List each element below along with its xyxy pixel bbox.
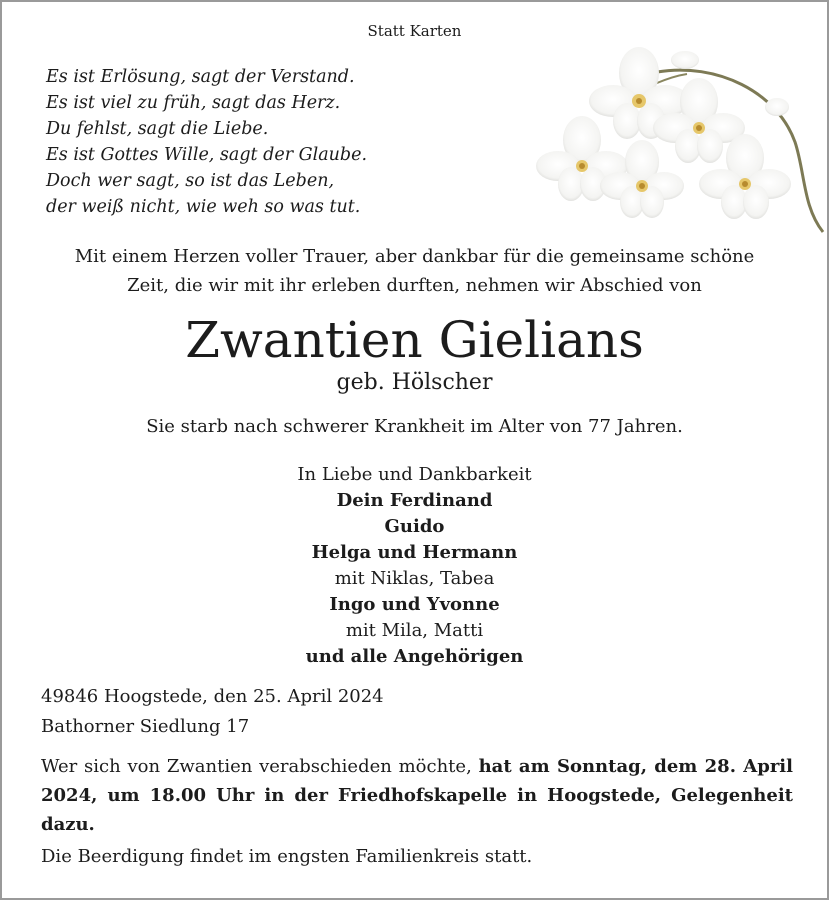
header-text: Statt Karten	[367, 22, 462, 40]
intro-line: Zeit, die wir mit ihr erleben durften, nehmen wir Abschied von	[127, 275, 702, 296]
poem-line: der weiß nicht, wie weh so was tut.	[46, 197, 361, 217]
poem-line: Es ist Erlösung, sagt der Verstand.	[46, 67, 355, 87]
poem-line: Es ist viel zu früh, sagt das Herz.	[46, 93, 341, 113]
family-line: Dein Ferdinand	[336, 490, 493, 511]
intro-text	[2, 242, 827, 300]
family-line: Guido	[384, 516, 445, 537]
poem-line: Es ist Gottes Wille, sagt der Glaube.	[46, 145, 368, 165]
intro-line: Mit einem Herzen voller Trauer, aber dankbar für die gemeinsame schöne	[74, 246, 755, 267]
burial-note: Die Beerdigung findet im engsten Familienkreis statt.	[41, 846, 533, 867]
family-line: Helga und Hermann	[311, 542, 518, 563]
place-date: 49846 Hoogstede, den 25. April 2024	[41, 686, 384, 707]
deceased-name: Zwantien Gielians	[185, 311, 644, 369]
poem-line: Doch wer sagt, so ist das Leben,	[46, 171, 335, 191]
white-orchid-icon	[527, 32, 827, 242]
address-block	[41, 682, 384, 742]
family-line: mit Mila, Matti	[345, 620, 484, 641]
family-line: Ingo und Yvonne	[329, 594, 500, 615]
farewell-intro: Wer sich von Zwantien verabschieden möchte,	[41, 756, 472, 777]
family-line: und alle Angehörigen	[305, 646, 524, 667]
family-list	[2, 462, 827, 670]
street-address: Bathorner Siedlung 17	[41, 716, 250, 737]
poem-line: Du fehlst, sagt die Liebe.	[46, 119, 269, 139]
farewell-note	[41, 752, 793, 839]
death-note: Sie starb nach schwerer Krankheit im Alter von 77 Jahren.	[146, 416, 683, 437]
poem	[46, 64, 367, 220]
farewell-details: hat am Sonntag, dem 28. April 2024, um 18.00 Uhr in der Friedhofskapelle in Hoogstede, Gelegenheit dazu.	[41, 756, 793, 835]
family-line: In Liebe und Dankbarkeit	[297, 464, 532, 485]
birth-name: geb. Hölscher	[336, 370, 493, 395]
family-line: mit Niklas, Tabea	[334, 568, 495, 589]
